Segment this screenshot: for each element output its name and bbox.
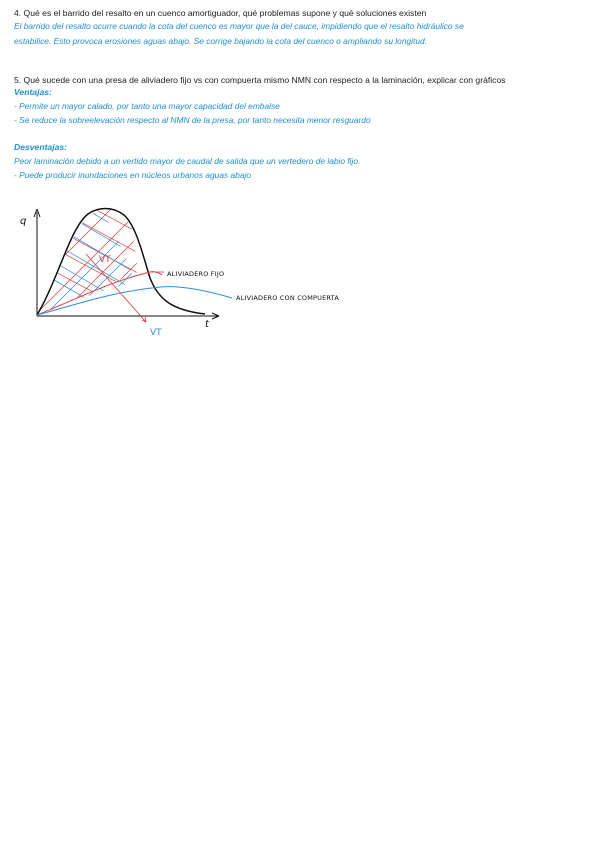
desventaja-item-2: - Puede producir inundaciones en núcleos urbanos aguas abajo <box>14 170 251 180</box>
vt-red-label: VT <box>99 255 111 265</box>
label-compuerta: ALIVIADERO CON COMPUERTA <box>236 294 339 302</box>
question-4: 4. Qué es el barrido del resalto en un cuenco amortiguador, qué problemas supone y qué soluciones existen <box>14 8 427 18</box>
hatch-fijo <box>0 160 180 340</box>
ventaja-item-1: - Permite un mayor calado, por tanto una mayor capacidad del embalse <box>14 101 280 111</box>
label-fijo: ALIVIADERO FIJO <box>167 270 225 278</box>
hatch-compuerta <box>20 200 190 335</box>
vt-red-arrow <box>86 254 146 322</box>
question-5: 5. Qué sucede con una presa de aliviadero fijo vs con compuerta mismo NMN con respecto a la laminación, explicar con gráficos <box>14 75 506 85</box>
outflow-fijo <box>37 272 162 315</box>
answer-4-line-1: El barrido del resalto ocurre cuando la cota del cuenco es mayor que la del cauce, impidiendo que el resalto hidráulico se <box>14 21 464 31</box>
answer-4-line-2: estabilice. Esto provoca erosiones aguas abajo. Se corrige bajando la cota del cuenco o ampliando su longitud. <box>14 36 427 46</box>
ventajas-heading: Ventajas: <box>14 87 52 97</box>
inflow-hydrograph <box>37 209 205 316</box>
ventaja-item-2: - Se reduce la sobreelevación respecto al NMN de la presa, por tanto necesita menor resguardo <box>14 115 371 125</box>
vt-blue-label: VT <box>150 328 162 338</box>
outflow-compuerta <box>37 287 232 315</box>
x-axis-label: t <box>205 319 209 330</box>
desventaja-item-1: Peor laminación debido a un vertido mayor de caudal de salida que un vertedero de labio fijo. <box>14 156 361 166</box>
y-axis-label: q <box>20 216 27 227</box>
desventajas-heading: Desventajas: <box>14 142 68 152</box>
